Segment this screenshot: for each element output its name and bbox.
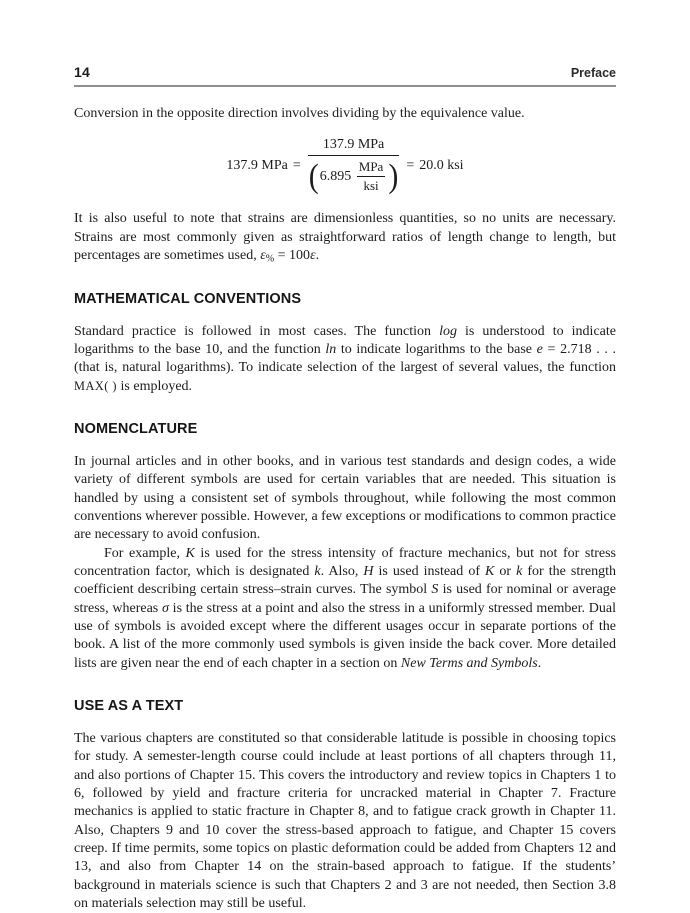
text-segment: . Also, [320, 563, 364, 579]
text-segment: It is also useful to note that strains are dimensionless quantities, so no units are necessary. Strains are most commonly given as straightforward ratios of length change to length, but percentages are sometimes used, [74, 211, 616, 263]
text-segment: The various chapters are constituted so that considerable latitude is possible in choosing topics for study. A semester-length course could include at least portions of all chapters through 11, and also portions of Chapter 15. This covers the introductory and review topics in Chapters 1 to 6, followed by yield and fracture criteria for uncracked material in Chapter 7. Fracture mechanics is applied to static fracture in Chapter 8, and to fatigue crack growth in Chapter 11. Also, Chapters 9 and 10 cover the stress-based approach to fatigue, and Chapter 15 covers creep. If time permits, some topics on plastic deformation could be added from Chapters 12 and 13, and also from Chapter 14 on the strain-based approach to fatigue. If the students’ background in materials science is such that Chapters 2 and 3 are not needed, then Section 3.8 on materials selection may still be useful. [74, 730, 616, 911]
text-segment: to indicate logarithms to the base [336, 342, 537, 358]
text-segment: ln [325, 342, 337, 358]
text-segment: In journal articles and in other books, and in various test standards and design codes, a wide variety of different symbols are used for certain variables that are needed. This situation is handled by using a consistent set of symbols throughout, while following the most common conventions wherever possible. However, a few exceptions or modifications to common practice are necessary to avoid confusion. [74, 454, 616, 543]
text-segment: = 2.718 . . . (that is, natural logarithms). To indicate selection of the largest of several values, the function [74, 342, 616, 376]
section-heading: USE AS A TEXT [74, 697, 184, 714]
text-segment: K [485, 563, 495, 579]
fraction [308, 137, 400, 194]
running-title: Preface [570, 66, 616, 80]
header-rule [74, 85, 616, 87]
text-segment: k [516, 563, 523, 579]
paragraph [74, 105, 616, 123]
text-segment: % [265, 253, 275, 265]
equals-sign: = [292, 157, 301, 173]
paragraph [74, 323, 616, 396]
text-segment: ε [260, 247, 266, 263]
page-header [74, 64, 616, 85]
page-number: 14 [74, 64, 90, 80]
text-segment: . [537, 655, 542, 671]
text-segment: or [494, 563, 517, 579]
open-paren: ( [308, 158, 319, 196]
unit-numerator: MPa [358, 159, 384, 175]
equation-result: 20.0 ksi [419, 157, 464, 173]
denominator-coefficient: 6.895 [319, 168, 355, 184]
unit-denominator: ksi [363, 178, 379, 194]
text-segment: ε [310, 247, 316, 263]
text-segment: is used for the stress intensity of fracture mechanics, but not for stress concentration factor, which is designated [74, 545, 616, 579]
text-segment: is understood to indicate logarithms to the base 10, and the function [74, 323, 616, 358]
fraction-numerator: 137.9 MPa [322, 137, 385, 153]
equation-lhs: 137.9 MPa [226, 157, 288, 173]
equation [74, 137, 616, 194]
text-segment: MAX( ) [74, 378, 118, 393]
text-segment: is the stress at a point and also the stress in a uniformly stressed member. Dual use of symbols is avoided except where the different usages occur in separate portions of the book. A list of the more commonly used symbols is given inside the back cover. More detailed lists are given near the end of each chapter in a section on [74, 600, 617, 671]
text-segment: is used instead of [373, 563, 486, 579]
text-segment: For example, [104, 545, 186, 561]
text-segment: New Terms and Symbols [400, 655, 538, 671]
text-segment: e [536, 342, 543, 358]
text-segment: H [363, 563, 374, 579]
text-segment: log [439, 323, 457, 339]
text-segment: σ [162, 600, 169, 616]
section-heading: MATHEMATICAL CONVENTIONS [74, 290, 302, 307]
section-heading: NOMENCLATURE [74, 421, 198, 437]
text-segment: K [185, 545, 195, 561]
text-segment: . [315, 247, 320, 263]
close-paren: ) [388, 158, 399, 196]
text-segment: is used for nominal or average stress, whereas [74, 582, 616, 616]
paragraph [74, 545, 616, 673]
text-segment: S [431, 582, 439, 598]
text-segment: = 100 [274, 247, 311, 263]
paragraph [74, 730, 616, 913]
text-segment: Standard practice is followed in most cases. The function [74, 323, 440, 339]
text-segment: is employed. [117, 378, 193, 394]
text-segment: Conversion in the opposite direction involves dividing by the equivalence value. [74, 106, 525, 121]
unit-fraction [357, 159, 386, 194]
text-segment: k [314, 563, 321, 579]
text-segment: for the strength coefficient describing certain stress–strain curves. The symbol [74, 563, 616, 598]
paragraph [74, 453, 616, 545]
fraction-denominator [308, 156, 400, 194]
page-content [74, 89, 616, 913]
paragraph [74, 210, 616, 265]
equals-sign: = [406, 157, 415, 173]
